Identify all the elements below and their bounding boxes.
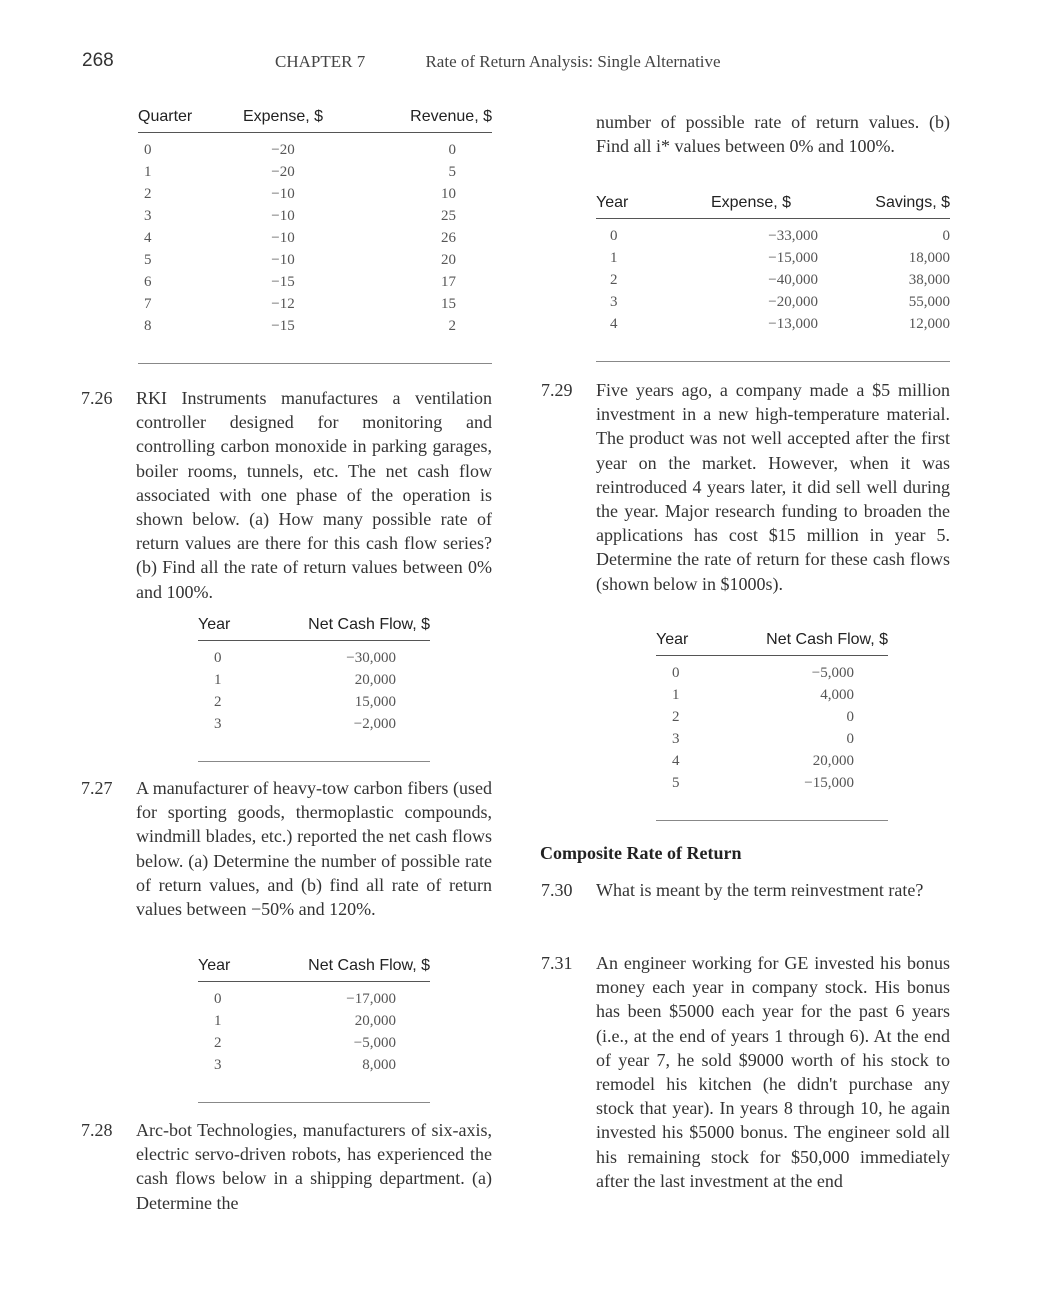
- chapter-title: Rate of Return Analysis: Single Alternative: [425, 52, 721, 71]
- table-cell: 1: [610, 250, 618, 266]
- table-cell: −13,000: [768, 316, 818, 332]
- problem-number: 7.29: [541, 380, 573, 400]
- table-cell: 4,000: [820, 687, 854, 703]
- chapter-label: CHAPTER 7: [275, 52, 366, 71]
- table-cell: 2: [214, 1035, 222, 1051]
- table-row: [198, 1010, 430, 1032]
- table-cell: 4: [610, 316, 618, 332]
- table-header: Revenue, $: [358, 108, 492, 133]
- table-cell: 2: [144, 186, 152, 202]
- table-cell: 20: [441, 252, 456, 268]
- table-cell: 25: [441, 208, 456, 224]
- table-cell: −20,000: [768, 294, 818, 310]
- problem-number: 7.26: [81, 388, 113, 408]
- table-7-26: [198, 616, 430, 762]
- table-cell: 5: [144, 252, 152, 268]
- table-row: [198, 669, 430, 691]
- table-header: Net Cash Flow, $: [268, 957, 430, 982]
- table-cell: 4: [672, 753, 680, 769]
- table-header: Year: [198, 957, 268, 982]
- table-7-28: [596, 194, 950, 362]
- table-cell: 26: [441, 230, 456, 246]
- table-cell: −10: [271, 208, 295, 224]
- table-row: [656, 772, 888, 794]
- table-row: [138, 161, 492, 183]
- table-row: [198, 641, 430, 670]
- table-cell: 1: [214, 1013, 222, 1029]
- problem-7-29: [541, 378, 950, 596]
- table-cell: −20: [271, 164, 295, 180]
- running-head: [275, 52, 721, 72]
- table-cell: 3: [214, 1057, 222, 1073]
- table-cell: −10: [271, 252, 295, 268]
- section-heading: Composite Rate of Return: [540, 843, 742, 863]
- table-cell: 1: [144, 164, 152, 180]
- table-header: Year: [596, 194, 676, 219]
- table-cell: 3: [672, 731, 680, 747]
- table-cell: 15,000: [354, 694, 396, 710]
- problem-text: What is meant by the term reinvestment rate?: [596, 880, 924, 900]
- table-cell: 0: [448, 142, 456, 158]
- table-cell: −15,000: [768, 250, 818, 266]
- table-cell: 0: [672, 665, 680, 681]
- table-cell: −10: [271, 230, 295, 246]
- table-cell: −10: [271, 186, 295, 202]
- problem-7-31: [541, 951, 950, 1193]
- table-cell: 17: [441, 274, 456, 290]
- table-header: Net Cash Flow, $: [268, 616, 430, 641]
- problem-7-27: [81, 776, 492, 921]
- table-cell: 3: [610, 294, 618, 310]
- table-row: [656, 656, 888, 685]
- table-row: [138, 271, 492, 293]
- table-row: [596, 313, 950, 335]
- table-cell: 8,000: [362, 1057, 396, 1073]
- problem-number: 7.30: [541, 880, 573, 900]
- table-header: Quarter: [138, 108, 208, 133]
- table-row: [656, 728, 888, 750]
- table-row: [138, 205, 492, 227]
- table-header: Savings, $: [826, 194, 950, 219]
- problem-text: A manufacturer of heavy-tow carbon fibers (used for sporting goods, thermoplastic compounds, windmill blades, etc.) reported the net cash flows below. (a) Determine the number of possible rate of return values, and (b) find all rate of return values between −50% and 120%.: [136, 778, 492, 920]
- table-cell: 1: [672, 687, 680, 703]
- table-cell: −40,000: [768, 272, 818, 288]
- table-cell: −15: [271, 318, 295, 334]
- table-header: Net Cash Flow, $: [726, 631, 888, 656]
- table-cell: 5: [672, 775, 680, 791]
- table-row: [138, 227, 492, 249]
- table-cell: 7: [144, 296, 152, 312]
- table-row: [198, 713, 430, 735]
- table-cell: 0: [942, 228, 950, 244]
- table-cell: 4: [144, 230, 152, 246]
- table-7-27: [198, 957, 430, 1103]
- table-cell: 20,000: [354, 1013, 396, 1029]
- table-header: Expense, $: [208, 108, 358, 133]
- table-cell: 10: [441, 186, 456, 202]
- table-row: [198, 1032, 430, 1054]
- table-cell: −2,000: [353, 716, 396, 732]
- table-row: [198, 691, 430, 713]
- table-cell: −5,000: [811, 665, 854, 681]
- table-cell: −12: [271, 296, 295, 312]
- table-cell: 2: [448, 318, 456, 334]
- table-cell: 0: [144, 142, 152, 158]
- table-cell: 3: [144, 208, 152, 224]
- problem-text: Five years ago, a company made a $5 million investment in a new high-temperature material. The product was not well accepted after the first year on the market. However, when it was reintroduced 4 years later, it did sell well during the year. Major research funding to broaden the applications has cost $15 million in year 5. Determine the rate of return for these cash flows (shown below in $1000s).: [596, 380, 950, 594]
- table-cell: 0: [846, 709, 854, 725]
- table-cell: 0: [214, 991, 222, 1007]
- table-cell: 0: [214, 650, 222, 666]
- problem-number: 7.28: [81, 1120, 113, 1140]
- table-row: [596, 219, 950, 248]
- table-cell: 38,000: [908, 272, 950, 288]
- table-cell: −17,000: [346, 991, 396, 1007]
- table-cell: 0: [846, 731, 854, 747]
- table-cell: 0: [610, 228, 618, 244]
- table-cell: 12,000: [908, 316, 950, 332]
- page-number: 268: [82, 50, 114, 71]
- problem-text: Arc-bot Technologies, manufacturers of six-axis, electric servo-driven robots, has experienced the cash flows below in a shipping department. (a) Determine the: [136, 1120, 492, 1213]
- table-quarter: [138, 108, 492, 364]
- table-row: [656, 706, 888, 728]
- problem-7-26: [81, 386, 492, 604]
- table-cell: 20,000: [354, 672, 396, 688]
- table-cell: 15: [441, 296, 456, 312]
- problem-7-28: [81, 1118, 492, 1215]
- table-row: [596, 247, 950, 269]
- table-cell: 18,000: [908, 250, 950, 266]
- table-row: [198, 982, 430, 1011]
- table-cell: −15: [271, 274, 295, 290]
- table-cell: 8: [144, 318, 152, 334]
- problem-number: 7.31: [541, 953, 573, 973]
- problem-7-30: [541, 878, 950, 902]
- table-row: [198, 1054, 430, 1076]
- table-cell: 5: [448, 164, 456, 180]
- table-cell: −5,000: [353, 1035, 396, 1051]
- table-row: [596, 269, 950, 291]
- table-row: [138, 249, 492, 271]
- table-cell: 3: [214, 716, 222, 732]
- table-cell: 20,000: [812, 753, 854, 769]
- table-cell: −15,000: [804, 775, 854, 791]
- table-header: Expense, $: [676, 194, 826, 219]
- table-row: [656, 750, 888, 772]
- table-cell: −20: [271, 142, 295, 158]
- table-cell: 55,000: [908, 294, 950, 310]
- table-row: [138, 315, 492, 337]
- problem-number: 7.27: [81, 778, 113, 798]
- table-cell: 2: [610, 272, 618, 288]
- table-cell: 2: [214, 694, 222, 710]
- problem-7-28-continuation: number of possible rate of return values. (b) Find all i* values between 0% and 100%.: [596, 112, 950, 157]
- table-cell: −30,000: [346, 650, 396, 666]
- table-row: [596, 291, 950, 313]
- table-header: Year: [656, 631, 726, 656]
- table-row: [138, 293, 492, 315]
- table-cell: 2: [672, 709, 680, 725]
- table-cell: 6: [144, 274, 152, 290]
- table-7-29: [656, 631, 888, 821]
- table-row: [138, 133, 492, 162]
- table-header: Year: [198, 616, 268, 641]
- problem-text: An engineer working for GE invested his bonus money each year in company stock. His bonus has been $5000 each year for the past 6 years (i.e., at the end of years 1 through 6). At the end of year 7, he sold $9000 worth of his stock to remodel his kitchen (he didn't purchase any stock that year). In years 8 through 10, he again invested his $5000 bonus. The engineer sold all his remaining stock for $50,000 immediately after the last investment at the end: [596, 953, 950, 1191]
- problem-text: RKI Instruments manufactures a ventilation controller designed for monitoring and controlling carbon monoxide in parking garages, boiler rooms, tunnels, etc. The net cash flow associated with one phase of the operation is shown below. (a) How many possible rate of return values are there for this cash flow series? (b) Find all the rate of return values between 0% and 100%.: [136, 388, 492, 602]
- table-cell: −33,000: [768, 228, 818, 244]
- table-row: [656, 684, 888, 706]
- table-row: [138, 183, 492, 205]
- table-cell: 1: [214, 672, 222, 688]
